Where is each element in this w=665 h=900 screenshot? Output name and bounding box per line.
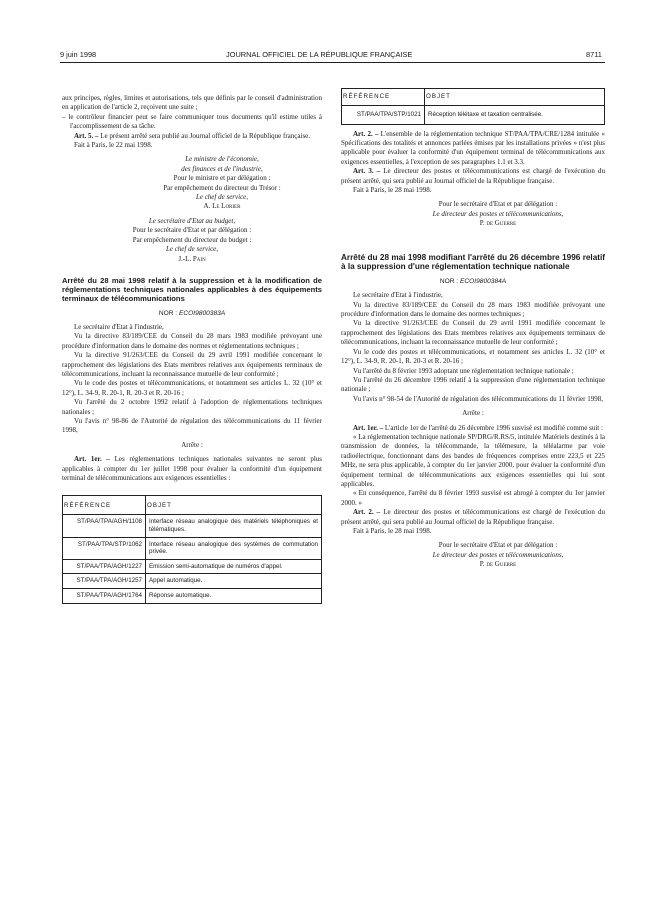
nor-reference <box>341 277 605 286</box>
table-row <box>63 559 322 574</box>
considerant: Le secrétaire d'Etat à l'industrie, <box>74 322 164 331</box>
header-date: 9 juin 1998 <box>60 50 97 59</box>
sig-line: Le directeur des postes et télécommunications, <box>432 209 564 218</box>
table-cell-objet: Réponse automatique. <box>146 588 322 603</box>
nor-label: NOR : <box>158 309 178 317</box>
nor-label: NOR : <box>439 277 459 285</box>
sig2-name: J.-L. Pain <box>178 254 206 263</box>
table-cell-reference: ST/PAA/TPA/STP/1021 <box>342 106 425 125</box>
sig-name: P. de Guerre <box>479 219 517 228</box>
quote-paragraph: « La réglementation technique nationale SP/DRG/R.RS/5, intitulée Matériels destinés à la transmission de données, la télécommande, la télémesure, la téléalarme par voie radioélectrique, fonctionnant dans des bandes de fréquences comprises entre 223,5 et 225 MHz, ne sera plus applicable, à compter du 1er janvier 2000, pour évaluer la conformité d'un équipement terminal de télécommunications aux exigences essentielles qui lui sont applicables. <box>341 432 605 488</box>
art2-label: Art. 2. – <box>353 129 379 138</box>
considerant: Vu l'avis n° 98-86 de l'Autorité de régulation des télécommunications du 11 février 1998, <box>62 416 322 435</box>
art2-text: L'ensemble de la réglementation technique ST/PAA/TPA/CRE/1284 intitulée « Spécifications des totalités et annonces parlées émises par les installations privées » n'est plus applicable pour évaluer la conformité d'un équipement terminal de télécommunications aux exigences essentielles, à l'exception de ses paragraphes 1.1 et 3.3. <box>341 129 605 166</box>
decree-title: Arrêté du 28 mai 1998 modifiant l'arrêté du 26 décembre 1996 relatif à la suppression d'une réglementation technique nationale <box>341 252 605 272</box>
art3-paragraph <box>341 167 605 186</box>
table-header-row <box>63 496 322 515</box>
considerant: Vu l'arrêté du 8 février 1993 adoptant une réglementation technique nationale ; <box>353 366 574 375</box>
column-header-reference: RÉFÉRENCE <box>342 89 425 106</box>
considerant: Vu la directive 83/189/CEE du Conseil du 28 mars 1983 modifiée prévoyant une procédure d'information dans le domaine des normes techniques ; <box>341 300 605 319</box>
intro-paragraph: aux principes, règles, limites et autorisations, tels que définis par le conseil d'administration en application de l'article 2, reçoivent une suite ; <box>62 94 322 112</box>
table-cell-reference: ST/PAA/TPA/AGH/1227 <box>63 559 146 574</box>
page-header <box>0 50 665 66</box>
table-row <box>63 574 322 589</box>
table-cell-objet: Interface réseau analogique des systèmes de commutation privée. <box>146 537 322 559</box>
sig1-line: Pour le ministre et par délégation : <box>173 174 271 183</box>
sig2-line: Le secrétaire d'Etat au budget, <box>148 216 236 225</box>
sig2-line: Le chef de service, <box>165 245 219 254</box>
sig2-line: Par empêchement du directeur du budget : <box>132 235 252 244</box>
art1-paragraph <box>62 455 322 483</box>
left-column <box>62 94 322 604</box>
art3-text: Le directeur des postes et télécommunications est chargé de l'exécution du présent arrêté, qui sera publié au Journal officiel de la République française. <box>341 167 605 185</box>
considerant: Vu le code des postes et télécommunications, et notamment ses articles L. 32 (10° et 12°), L. 34-9, R. 20-1, R. 20-3 et R. 20-16 ; <box>62 379 322 397</box>
art5-label: Art. 5. – <box>74 131 99 140</box>
decree-title: Arrêté du 28 mai 1998 relatif à la suppression et à la modification de réglementations techniques nationales applicables à des équipements terminaux de télécommunications <box>62 275 322 304</box>
considerant: Vu l'arrêté du 2 octobre 1992 relatif à l'adoption de réglementations techniques nationales ; <box>62 398 322 416</box>
header-journal-title: JOURNAL OFFICIEL DE LA RÉPUBLIQUE FRANÇAISE <box>226 50 413 59</box>
art5-paragraph <box>62 132 322 141</box>
nor-reference <box>62 309 322 318</box>
column-header-objet: OBJET <box>425 89 605 106</box>
art2-paragraph <box>341 508 605 527</box>
art1-label: Art. 1er. – <box>353 423 384 432</box>
considerant: Vu la directive 83/189/CEE du Conseil du 28 mars 1983 modifiée prévoyant une procédure d'information dans le domaine des normes et réglementations techniques ; <box>62 332 322 350</box>
quote-paragraph: « En conséquence, l'arrêté du 8 février 1993 susvisé est abrogé à compter du 1er janvier 2000. » <box>341 489 605 507</box>
considerant: Vu l'avis n° 98-54 de l'Autorité de régulation des télécommunications du 11 février 1998, <box>353 394 603 403</box>
considerant: Vu la directive 91/263/CEE du Conseil du 29 avril 1991 modifiée concernant le rapprochement des législations des Etats membres relatives aux équipements terminaux de télécommunications, incluant la reconnaissance mutuelle de leur conformité ; <box>341 319 605 347</box>
considerant: Vu le code des postes et télécommunications, et notamment ses articles L. 32 (10° et 12°), L. 34-9, R. 20-1, R. 20-3 et R. 20-16 ; <box>341 347 605 366</box>
table-row <box>63 588 322 603</box>
art2-paragraph <box>341 130 605 168</box>
table-header-row <box>342 89 605 106</box>
fait-line: Fait à Paris, le 22 mai 1998. <box>74 141 153 150</box>
sig1-name: A. Le Lorier <box>203 202 241 211</box>
right-column <box>341 88 605 570</box>
header-rule <box>60 62 605 63</box>
sig2-line: Pour le secrétaire d'Etat et par délégation : <box>132 226 252 235</box>
column-header-reference: RÉFÉRENCE <box>63 496 146 515</box>
sig1-line: Par empêchement du directeur du Trésor : <box>163 183 281 192</box>
table-row <box>342 106 605 125</box>
sig-line: Pour le secrétaire d'Etat et par délégation : <box>438 200 558 209</box>
considerant: Vu la directive 91/263/CEE du Conseil du 29 avril 1991 modifiée concernant le rapprochement des législations des Etats membres relatives aux équipements terminaux de télécommunications, incluant la reconnaissance mutuelle de leur conformité ; <box>62 351 322 378</box>
table-cell-reference: ST/PAA/TPA/AGH/1764 <box>63 588 146 603</box>
arrete-line: Arrête : <box>181 440 203 449</box>
considerant: Le secrétaire d'Etat à l'industrie, <box>353 291 443 300</box>
art2-text: Le directeur des postes et télécommunications est chargé de l'exécution du présent arrêté, qui sera publié au Journal officiel de la République française. <box>341 508 605 526</box>
intro-dash-item: – le contrôleur financier peut se faire communiquer tous documents qu'il estime utiles à l'accomplissement de sa tâche. <box>62 112 322 131</box>
art2-label: Art. 2. – <box>353 508 381 517</box>
art1-label: Art. 1er. – <box>74 455 110 464</box>
art3-label: Art. 3. – <box>353 167 381 176</box>
continued-table <box>341 88 605 125</box>
fait-line: Fait à Paris, le 28 mai 1998. <box>353 527 432 535</box>
header-page-number: 8711 <box>586 50 602 59</box>
table-cell-objet: Emission semi-automatique de numéros d'appel. <box>146 559 322 574</box>
table-cell-objet: Réception télétaxe et taxation centralisée. <box>425 106 605 125</box>
sig1-line: des finances et de l'industrie, <box>181 164 263 173</box>
table-cell-reference: ST/PAA/TPA/AGH/1257 <box>63 574 146 589</box>
fait-line: Fait à Paris, le 28 mai 1998. <box>353 186 432 195</box>
art1-text: L'article 1er de l'arrêté du 26 décembre 1996 susvisé est modifié comme suit : <box>383 423 603 432</box>
column-header-objet: OBJET <box>146 496 322 515</box>
considerant: Vu l'arrêté du 26 décembre 1996 relatif à la suppression d'une réglementation technique nationale ; <box>341 375 605 394</box>
table-cell-objet: Interface réseau analogique des matériels téléphoniques et télématiques. <box>146 515 322 537</box>
art1-text: Les réglementations techniques nationales suivantes ne seront plus applicables à compter du 1er juillet 1998 pour évaluer la conformité d'un équipement terminal de télécommunications aux exigences essentielles : <box>62 455 322 483</box>
art5-text: Le présent arrêté sera publié au Journal officiel de la République française. <box>98 131 311 140</box>
nor-value: ECOI9800384A <box>459 277 507 285</box>
sig-name: P. de Guerre <box>479 560 517 569</box>
regulations-table <box>62 495 322 603</box>
art1-paragraph <box>341 424 605 433</box>
table-cell-reference: ST/PAA/TPA/AGH/1108 <box>63 515 146 537</box>
table-cell-reference: ST/PAA/TPA/STP/1062 <box>63 537 146 559</box>
sig1-line: Le ministre de l'économie, <box>185 155 259 164</box>
sig1-line: Le chef de service, <box>195 193 249 202</box>
sig-line: Le directeur des postes et télécommunications, <box>432 550 564 559</box>
table-row <box>63 537 322 559</box>
table-row <box>63 515 322 537</box>
arrete-line: Arrête : <box>462 409 484 418</box>
table-cell-objet: Appel automatique. <box>146 574 322 589</box>
nor-value: ECOI9800383A <box>178 309 226 317</box>
sig-line: Pour le secrétaire d'Etat et par délégation : <box>438 541 558 550</box>
